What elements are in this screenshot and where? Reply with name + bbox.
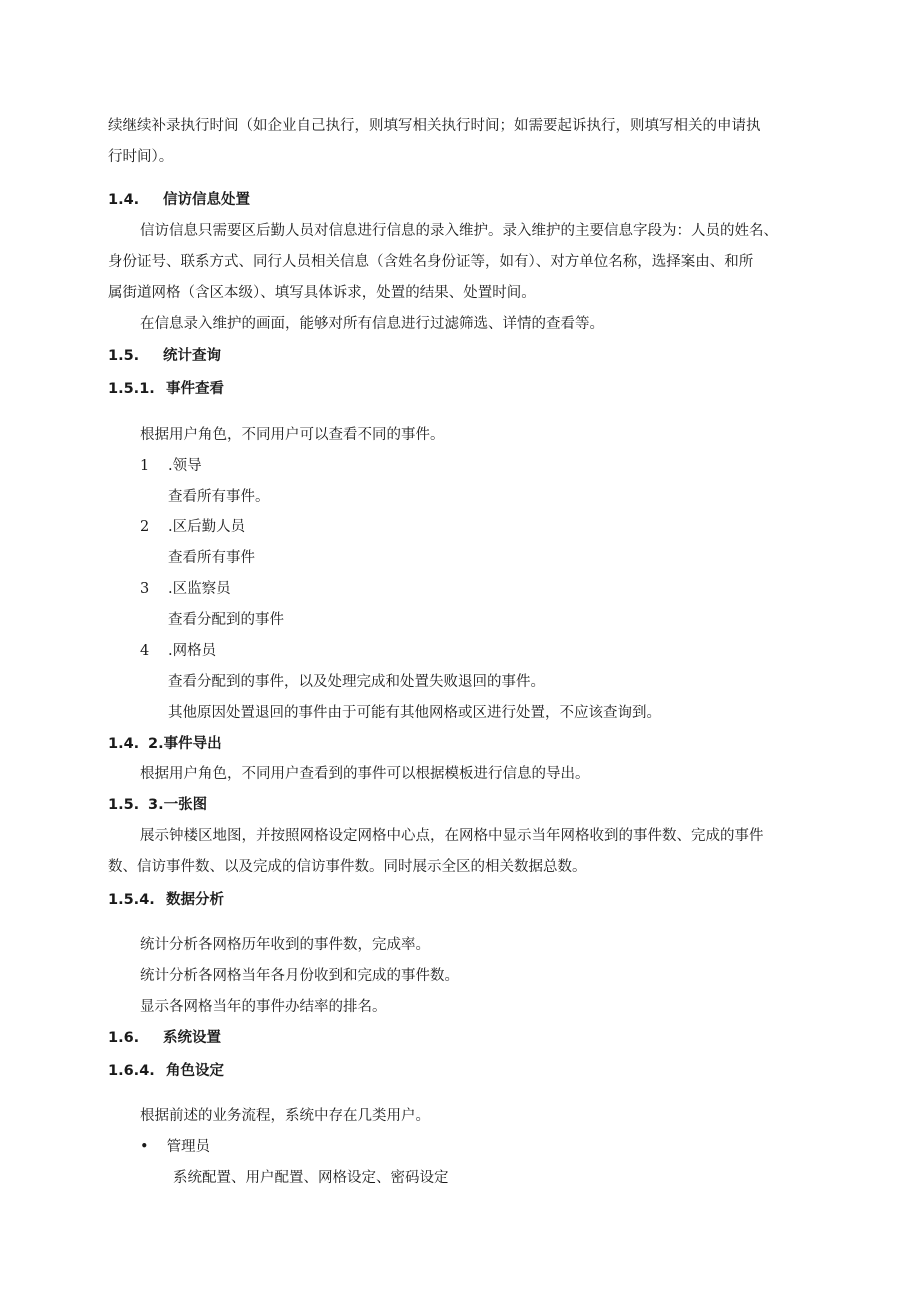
bullet-item-description: 系统配置、用户配置、网格设定、密码设定	[173, 1170, 449, 1186]
section-heading-1-6-4	[108, 1061, 224, 1081]
section-number: 1.6.4.	[108, 1063, 155, 1079]
list-item-role-grid-staff	[140, 641, 216, 661]
section-number: 1.5.	[108, 348, 140, 364]
section-title: 统计查询	[163, 348, 221, 364]
paragraph-event-view-intro: 根据用户角色，不同用户可以查看不同的事件。	[140, 427, 445, 443]
section-heading-1-5-1	[108, 379, 224, 399]
paragraph-role-intro: 根据前述的业务流程，系统中存在几类用户。	[140, 1108, 430, 1124]
list-item-description: 查看所有事件。	[168, 489, 270, 505]
section-heading-1-5	[108, 346, 221, 366]
list-number: 4	[140, 643, 150, 659]
section-heading-1-5-4	[108, 890, 224, 910]
section-title: 事件查看	[166, 381, 224, 397]
section-number: 1.4.	[108, 736, 140, 752]
paragraph-analysis-line-2: 统计分析各网格当年各月份收到和完成的事件数。	[140, 968, 459, 984]
section-heading-1-4	[108, 190, 250, 210]
list-label: .领导	[168, 458, 202, 474]
section-heading-event-export	[108, 734, 222, 754]
list-item-role-leader	[140, 456, 202, 476]
list-label: .网格员	[168, 643, 217, 659]
paragraph-petition-line-1: 信访信息只需要区后勤人员对信息进行信息的录入维护。录入维护的主要信息字段为：人员的姓名、	[140, 223, 778, 239]
list-item-role-logistics	[140, 517, 245, 537]
list-label: .区后勤人员	[168, 519, 246, 535]
section-heading-1-6	[108, 1028, 221, 1048]
list-label: .区监察员	[168, 581, 231, 597]
section-title: 信访信息处置	[163, 192, 250, 208]
section-number: 1.4.	[108, 192, 140, 208]
section-number: 1.6.	[108, 1030, 140, 1046]
section-title: 数据分析	[166, 892, 224, 908]
list-number: 2	[140, 519, 150, 535]
paragraph-petition-filter: 在信息录入维护的画面，能够对所有信息进行过滤筛选、详情的查看等。	[140, 316, 604, 332]
section-title: 系统设置	[163, 1030, 221, 1046]
paragraph-petition-line-2: 身份证号、联系方式、同行人员相关信息（含姓名身份证等，如有）、对方单位名称，选择案由、和所	[108, 254, 754, 270]
bullet-label: 管理员	[166, 1139, 211, 1155]
paragraph-event-export: 根据用户角色，不同用户查看到的事件可以根据模板进行信息的导出。	[140, 766, 590, 782]
paragraph-analysis-line-3: 显示各网格当年的事件办结率的排名。	[140, 999, 387, 1015]
paragraph-continuation-line-1: 续继续补录执行时间（如企业自己执行，则填写相关执行时间；如需要起诉执行，则填写相关的申请执	[108, 118, 761, 134]
list-item-role-inspector	[140, 579, 231, 599]
list-item-description-extra: 其他原因处置退回的事件由于可能有其他网格或区进行处置，不应该查询到。	[168, 705, 661, 721]
paragraph-analysis-line-1: 统计分析各网格历年收到的事件数，完成率。	[140, 937, 430, 953]
section-number: 1.5.1.	[108, 381, 155, 397]
paragraph-continuation-line-2: 行时间）。	[108, 149, 174, 165]
section-number: 1.5.4.	[108, 892, 155, 908]
list-number: 1	[140, 458, 150, 474]
paragraph-map-line-1: 展示钟楼区地图，并按照网格设定网格中心点，在网格中显示当年网格收到的事件数、完成的事件	[140, 828, 764, 844]
bullet-item-admin	[140, 1137, 210, 1157]
bullet-icon: •	[140, 1139, 149, 1155]
list-number: 3	[140, 581, 150, 597]
section-title: 3.一张图	[148, 797, 208, 813]
list-item-description: 查看分配到的事件	[168, 612, 284, 628]
paragraph-petition-line-3: 属街道网格（含区本级）、填写具体诉求，处置的结果、处置时间。	[108, 285, 536, 301]
section-heading-map	[108, 795, 208, 815]
list-item-description: 查看分配到的事件，以及处理完成和处置失败退回的事件。	[168, 674, 545, 690]
list-item-description: 查看所有事件	[168, 550, 255, 566]
paragraph-map-line-2: 数、信访事件数、以及完成的信访事件数。同时展示全区的相关数据总数。	[108, 859, 587, 875]
section-title: 2.事件导出	[148, 736, 222, 752]
section-number: 1.5.	[108, 797, 140, 813]
section-title: 角色设定	[166, 1063, 224, 1079]
